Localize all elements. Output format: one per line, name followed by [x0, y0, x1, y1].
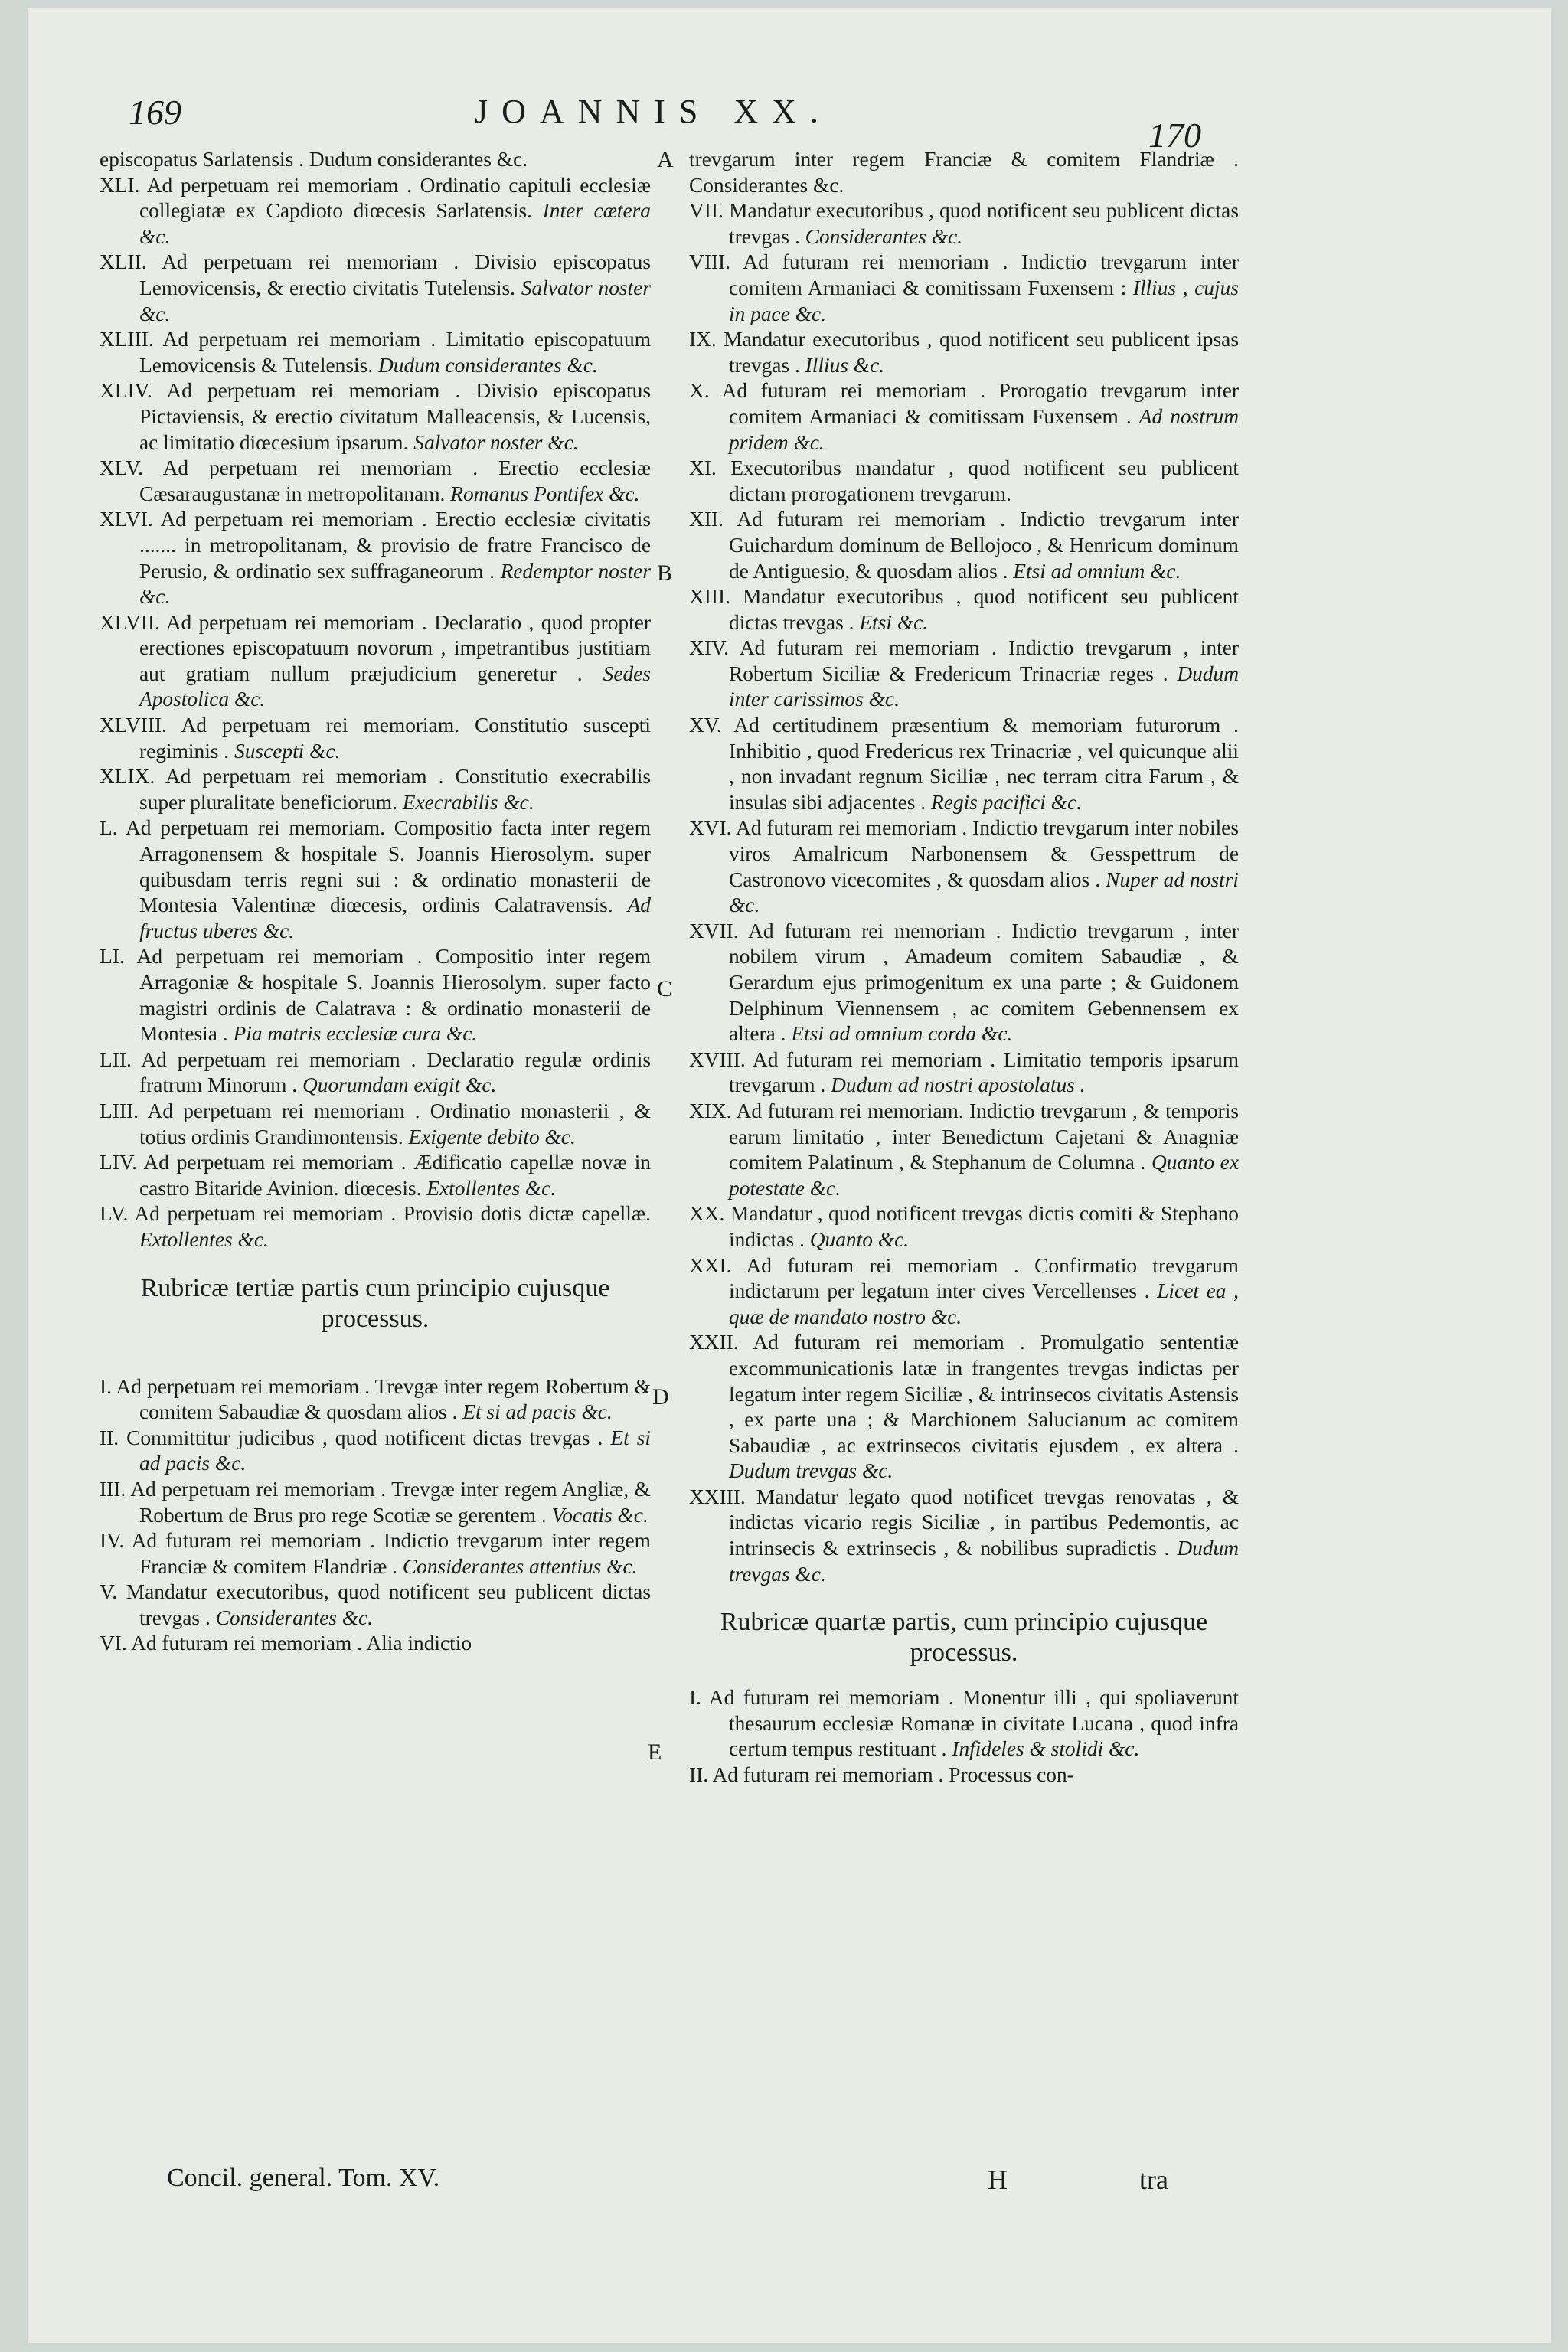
entry-number: XIX. — [689, 1099, 732, 1122]
entry-incipit: Execrabilis &c. — [402, 790, 534, 814]
index-entry — [689, 713, 1239, 815]
entry-text: Ad certitudinem præsentium & memoriam futurorum . Inhibitio , quod Fredericus rex Trinacriæ , vel quicunque alii , non invadant regnum Siciliæ , nec terram citra Farum , & insulas sibi adjacentes . — [729, 714, 1239, 814]
entry-number: XVIII. — [689, 1047, 746, 1071]
entry-number: XLVI. — [100, 508, 153, 531]
entry-incipit: Dudum inter carissimos &c. — [729, 662, 1239, 711]
entry-incipit: Pia matris ecclesiæ cura &c. — [233, 1022, 478, 1046]
entry-number: XXII. — [689, 1331, 739, 1354]
entry-text: Committitur judicibus , quod notificent dictas trevgas . — [126, 1426, 611, 1449]
entry-text: Ad perpetuam rei memoriam . Erectio ecclesiæ civitatis ....... in metropolitanam, & provisio de fratre Francisco de Perusio, & ordinatio sex suffraganeorum . — [139, 508, 651, 583]
right-intro-incipit: Considerantes &c. — [689, 173, 844, 197]
index-entry — [100, 456, 651, 507]
entry-text: Ad futuram rei memoriam . Indictio trevgarum , inter nobilem virum , Amadeum comitem Sabaudiæ , & Gerardum ejus primogenitum ex una parte ; & Guidonem Delphinum Viennensem , ac comitem Gebennensem ex altera . — [729, 919, 1239, 1046]
entry-incipit: Ad nostrum pridem &c. — [729, 404, 1240, 454]
entry-number: XXI. — [689, 1253, 732, 1277]
margin-letter-d: D — [652, 1384, 669, 1410]
index-entry — [689, 198, 1239, 250]
entry-incipit: Et si ad pacis &c. — [462, 1400, 612, 1424]
entry-number: L. — [100, 816, 118, 840]
margin-letter-e: E — [648, 1740, 662, 1765]
entry-incipit: Suscepti &c. — [234, 739, 341, 763]
left-intro-text: episcopatus Sarlatensis . — [100, 148, 309, 171]
index-entry — [100, 610, 651, 713]
entry-text: Mandatur executoribus , quod notificent seu publicent ipsas trevgas . — [724, 328, 1239, 377]
index-entry — [689, 584, 1239, 635]
entry-number: VI. — [100, 1632, 127, 1655]
entry-number: XLI. — [100, 173, 140, 197]
index-entry — [100, 173, 651, 250]
entry-incipit: Vocatis &c. — [551, 1503, 648, 1527]
entry-text: Ad perpetuam rei memoriam . Trevgæ inter regem Robertum & comitem Sabaudiæ & quosdam alios . — [116, 1374, 651, 1424]
entry-incipit: Salvator noster &c. — [139, 276, 651, 325]
entry-incipit: Etsi &c. — [859, 610, 929, 634]
entry-number: XV. — [689, 714, 722, 737]
entry-number: XLIX. — [100, 765, 155, 789]
index-entry — [100, 327, 651, 378]
entry-text: Ad perpetuam rei memoriam . Declaratio regulæ ordinis fratrum Minorum . — [139, 1047, 651, 1097]
left-intro — [100, 147, 651, 173]
entry-text: Mandatur executoribus, quod notificent seu publicent dictas trevgas . — [126, 1580, 651, 1629]
entry-number: XII. — [689, 508, 724, 531]
entry-text: Ad perpetuam rei memoriam . Compositio inter regem Arragoniæ & hospitale S. Joannis Hierosolym. super facto magistri ordinis de Calatrava : & ordinatio monasterii de Montesia . — [136, 945, 652, 1046]
entry-text: Ad futuram rei memoriam. Indictio trevgarum , & temporis earum limitatio , inter Benedictum Cajetani & Anagniæ comitem Palatinum , & Stephanum de Columna . — [729, 1099, 1239, 1174]
index-entry — [689, 1099, 1239, 1201]
entry-incipit: Considerantes &c. — [805, 224, 963, 248]
rubric-fourth-part: Rubricæ quartæ partis, cum principio cujusque processus. — [720, 1608, 1208, 1668]
entry-number: II. — [689, 1763, 709, 1787]
entry-text: Mandatur , quod notificent trevgas dictis comiti & Stephano indictas . — [729, 1202, 1239, 1251]
entry-incipit: Inter cætera &c. — [139, 199, 651, 248]
entry-incipit: Dudum trevgas &c. — [729, 1537, 1239, 1586]
index-entry — [100, 507, 651, 609]
entry-text: Ad perpetuam rei memoriam . Ordinatio capituli ecclesiæ collegiatæ ex Capdioto diœcesis Sarlatensis. — [139, 173, 651, 223]
catchword: tra — [1139, 2164, 1168, 2195]
entry-number: LV. — [100, 1202, 129, 1226]
entry-incipit: Quanto ex potestate &c. — [729, 1151, 1239, 1200]
entry-incipit: Redemptor noster &c. — [139, 559, 651, 609]
entry-number: XVI. — [689, 816, 732, 840]
entry-incipit: Etsi ad omnium corda &c. — [791, 1022, 1013, 1046]
entry-number: XIII. — [689, 585, 730, 609]
entry-incipit: Extollentes &c. — [426, 1176, 557, 1200]
entry-text: Ad futuram rei memoriam . Promulgatio sententiæ excommunicationis latæ in frangentes trevgas indictas per legatum inter regem Siciliæ , & intrinsecos civitatis Astensis , ex parte una ; & Marchionem Salucianum ac comitem Sabaudiæ , ac extrinsecos civitatis ejusdem , ex altera . — [729, 1331, 1239, 1457]
index-entry — [689, 378, 1239, 456]
entry-number: I. — [689, 1686, 701, 1710]
index-entry — [689, 1685, 1239, 1762]
left-intro-incipit: Dudum considerantes &c. — [309, 148, 528, 171]
entry-incipit: Salvator noster &c. — [413, 430, 579, 454]
index-entry — [689, 1201, 1239, 1253]
entry-incipit: Romanus Pontifex &c. — [450, 482, 640, 505]
entry-number: XLII. — [100, 250, 147, 274]
entry-number: I. — [100, 1374, 112, 1398]
entry-incipit: Exigente debito &c. — [408, 1125, 576, 1148]
footer-volume: Concil. general. Tom. XV. — [167, 2164, 440, 2192]
index-entry — [100, 1477, 651, 1528]
entry-number: XLIV. — [100, 379, 152, 403]
right-rubric-entries — [689, 1685, 1239, 1788]
index-entry — [100, 944, 651, 1047]
entry-text: Ad futuram rei memoriam . Indictio trevgarum inter comitem Armaniaci & comitissam Fuxensem : — [729, 250, 1239, 299]
entry-text: Ad futuram rei memoriam . Indictio trevgarum inter nobiles viros Amalricum Narbonensem & Gesspettrum de Castronovo vicecomites , & quosdam alios . — [729, 816, 1239, 891]
index-entry — [689, 456, 1239, 507]
entry-incipit: Sedes Apostolica &c. — [139, 662, 651, 711]
index-entry — [689, 327, 1239, 378]
index-entry — [100, 815, 651, 944]
margin-letter-c: C — [657, 976, 673, 1001]
entry-text: Mandatur executoribus , quod notificent seu publicent dictas trevgas . — [729, 585, 1239, 634]
index-entry — [100, 1150, 651, 1201]
entry-text: Ad perpetuam rei memoriam . Constitutio execrabilis super pluralitate beneficiorum. — [139, 765, 651, 814]
entry-number: XXIII. — [689, 1485, 746, 1508]
entry-number: XLVIII. — [100, 714, 167, 737]
entry-incipit: Etsi ad omnium &c. — [1013, 559, 1181, 583]
entry-text: Ad futuram rei memoriam . Prorogatio trevgarum inter comitem Armaniaci & comitissam Fuxensem . — [721, 379, 1239, 428]
entry-number: XLV. — [100, 456, 144, 480]
index-entry — [100, 764, 651, 815]
entry-text: Ad perpetuam rei memoriam. Constitutio suscepti regiminis . — [139, 714, 651, 763]
entry-text: Ad futuram rei memoriam . Indictio trevgarum inter Guichardum dominum de Bellojoco , & Henricum dominum de Antiguesio, & quosdam alios . — [729, 508, 1239, 583]
left-column — [100, 147, 651, 1657]
right-entries — [689, 198, 1239, 1587]
entry-number: XX. — [689, 1202, 725, 1226]
page-number-right: 170 — [1148, 116, 1201, 155]
left-rubric-entries — [100, 1374, 651, 1658]
entry-text: Ad perpetuam rei memoriam . Divisio episcopatus Pictaviensis, & erectio civitatum Malleacensis, & Lucensis, ac limitatio diœcesium ipsarum. — [139, 379, 651, 454]
index-entry — [100, 1426, 651, 1477]
entry-number: XIV. — [689, 636, 729, 660]
signature-mark: H — [988, 2164, 1008, 2195]
entry-number: LI. — [100, 945, 125, 969]
entry-incipit: Quanto &c. — [809, 1227, 910, 1251]
entry-text: Ad perpetuam rei memoriam . Divisio episcopatus Lemovicensis, & erectio civitatis Tutelensis. — [139, 250, 651, 299]
entry-incipit: Dudum considerantes &c. — [377, 353, 598, 377]
index-entry — [689, 507, 1239, 584]
entry-incipit: Considerantes &c. — [215, 1606, 374, 1629]
entry-text: Ad futuram rei memoriam . Confirmatio trevgarum indictarum per legatum inter cives Vercellenses . — [729, 1253, 1239, 1303]
left-entries — [100, 173, 651, 1253]
index-entry — [689, 1253, 1239, 1331]
right-intro — [689, 147, 1239, 198]
entry-number: IV. — [100, 1529, 125, 1553]
index-entry — [100, 713, 651, 764]
entry-text: Ad futuram rei memoriam . Processus con- — [712, 1763, 1074, 1787]
entry-text: Mandatur executoribus , quod notificent seu publicent dictas trevgas . — [729, 199, 1239, 248]
entry-number: II. — [100, 1426, 119, 1449]
index-entry — [100, 378, 651, 456]
index-entry — [689, 1330, 1239, 1485]
running-head: JOANNIS XX. — [475, 93, 832, 130]
entry-text: Ad futuram rei memoriam . Alia indictio — [131, 1632, 472, 1655]
entry-text: Ad perpetuam rei memoriam . Trevgæ inter regem Angliæ, & Robertum de Brus pro rege Scotiæ se gerentem . — [130, 1477, 651, 1527]
entry-number: VII. — [689, 199, 724, 223]
index-entry — [100, 1201, 651, 1253]
index-entry — [100, 250, 651, 327]
index-entry — [100, 1528, 651, 1579]
entry-incipit: Illius , cujus in pace &c. — [729, 276, 1240, 325]
entry-number: XLVII. — [100, 610, 160, 634]
entry-number: XLIII. — [100, 328, 154, 351]
entry-text: Mandatur legato quod notificet trevgas renovatas , & indictas vicario regis Siciliæ , in partibus Pedemontis, ac intrinsecis & extrinsecis , & nobilibus supradictis . — [729, 1485, 1239, 1560]
index-entry — [689, 250, 1239, 327]
entry-text: Ad perpetuam rei memoriam . Erectio ecclesiæ Cæsaraugustanæ in metropolitanam. — [139, 456, 651, 505]
entry-text: Ad perpetuam rei memoriam . Ædificatio capellæ novæ in castro Bitaride Avinion. diœcesis. — [139, 1151, 652, 1200]
entry-text: Ad perpetuam rei memoriam . Declaratio , quod propter erectiones episcopatuum novorum , impetrantibus justitiam aut gratiam nullum præjudicium generetur . — [139, 610, 651, 685]
entry-number: LII. — [100, 1047, 132, 1071]
entry-number: III. — [100, 1477, 126, 1501]
index-entry — [689, 815, 1239, 918]
entry-incipit: Dudum trevgas &c. — [729, 1459, 893, 1483]
entry-text: Ad perpetuam rei memoriam . Ordinatio monasterii , & totius ordinis Grandimontensis. — [139, 1099, 651, 1148]
entry-number: IX. — [689, 328, 717, 351]
entry-number: XVII. — [689, 919, 739, 942]
entry-incipit: Quorumdam exigit &c. — [302, 1073, 497, 1097]
index-entry — [689, 1485, 1239, 1587]
entry-text: Ad perpetuam rei memoriam. Compositio facta inter regem Arragonensem & hospitale S. Joannis Hierosolym. super quibusdam terris regni sui : & ordinatio monasterii de Montesia Valentinæ diœcesis, ordinis Calatravensis. — [125, 816, 651, 917]
page-number-left: 169 — [129, 93, 181, 132]
entry-number: X. — [689, 379, 710, 403]
index-entry — [100, 1374, 651, 1426]
index-entry — [100, 1047, 651, 1099]
entry-text: Ad perpetuam rei memoriam . Provisio dotis dictæ capellæ. — [134, 1202, 651, 1226]
entry-incipit: Infideles & stolidi &c. — [952, 1737, 1140, 1761]
index-entry — [689, 1762, 1239, 1788]
margin-letter-b: B — [657, 560, 673, 586]
entry-number: V. — [100, 1580, 118, 1604]
entry-text: Ad futuram rei memoriam . Indictio trevgarum inter regem Franciæ & comitem Flandriæ . — [131, 1529, 651, 1578]
entry-incipit: Et si ad pacis &c. — [139, 1426, 651, 1475]
entry-incipit: Licet ea , quæ de mandato nostro &c. — [729, 1279, 1239, 1328]
index-entry — [689, 919, 1239, 1047]
index-entry — [100, 1579, 651, 1631]
right-intro-text: trevgarum inter regem Franciæ & comitem Flandriæ . — [689, 148, 1239, 171]
entry-text: Ad futuram rei memoriam . Monentur illi , qui spoliaverunt thesaurum ecclesiæ Romanæ in civitate Lucana , quod infra certum tempus restituant . — [708, 1686, 1239, 1761]
entry-incipit: Illius &c. — [805, 353, 885, 377]
entry-incipit: Nuper ad nostri &c. — [729, 867, 1239, 917]
entry-text: Ad futuram rei memoriam . Limitatio temporis ipsarum trevgarum . — [729, 1047, 1240, 1097]
entry-incipit: Regis pacifici &c. — [930, 790, 1082, 814]
entry-number: XI. — [689, 456, 717, 480]
entry-text: Ad perpetuam rei memoriam . Limitatio episcopatuum Lemovicensis & Tutelensis. — [139, 328, 651, 377]
entry-number: VIII. — [689, 250, 730, 274]
entry-incipit: Considerantes attentius &c. — [402, 1554, 638, 1578]
entry-number: LIII. — [100, 1099, 139, 1122]
entry-incipit: Extollentes &c. — [139, 1227, 269, 1251]
margin-letter-a: A — [657, 147, 674, 172]
index-entry — [689, 635, 1239, 713]
entry-text: Executoribus mandatur , quod notificent seu publicent dictam prorogationem trevgarum. — [729, 456, 1239, 505]
entry-incipit: Ad fructus uberes &c. — [139, 893, 651, 942]
index-entry — [100, 1099, 651, 1150]
rubric-third-part: Rubricæ tertiæ partis cum principio cujusque processus. — [140, 1273, 610, 1333]
index-entry — [100, 1631, 651, 1657]
entry-number: LIV. — [100, 1151, 137, 1174]
entry-text: Ad futuram rei memoriam . Indictio trevgarum , inter Robertum Siciliæ & Fredericum Trinacriæ reges . — [729, 636, 1239, 685]
right-column — [689, 147, 1239, 1788]
index-entry — [689, 1047, 1239, 1099]
entry-incipit: Dudum ad nostri apostolatus . — [831, 1073, 1086, 1097]
